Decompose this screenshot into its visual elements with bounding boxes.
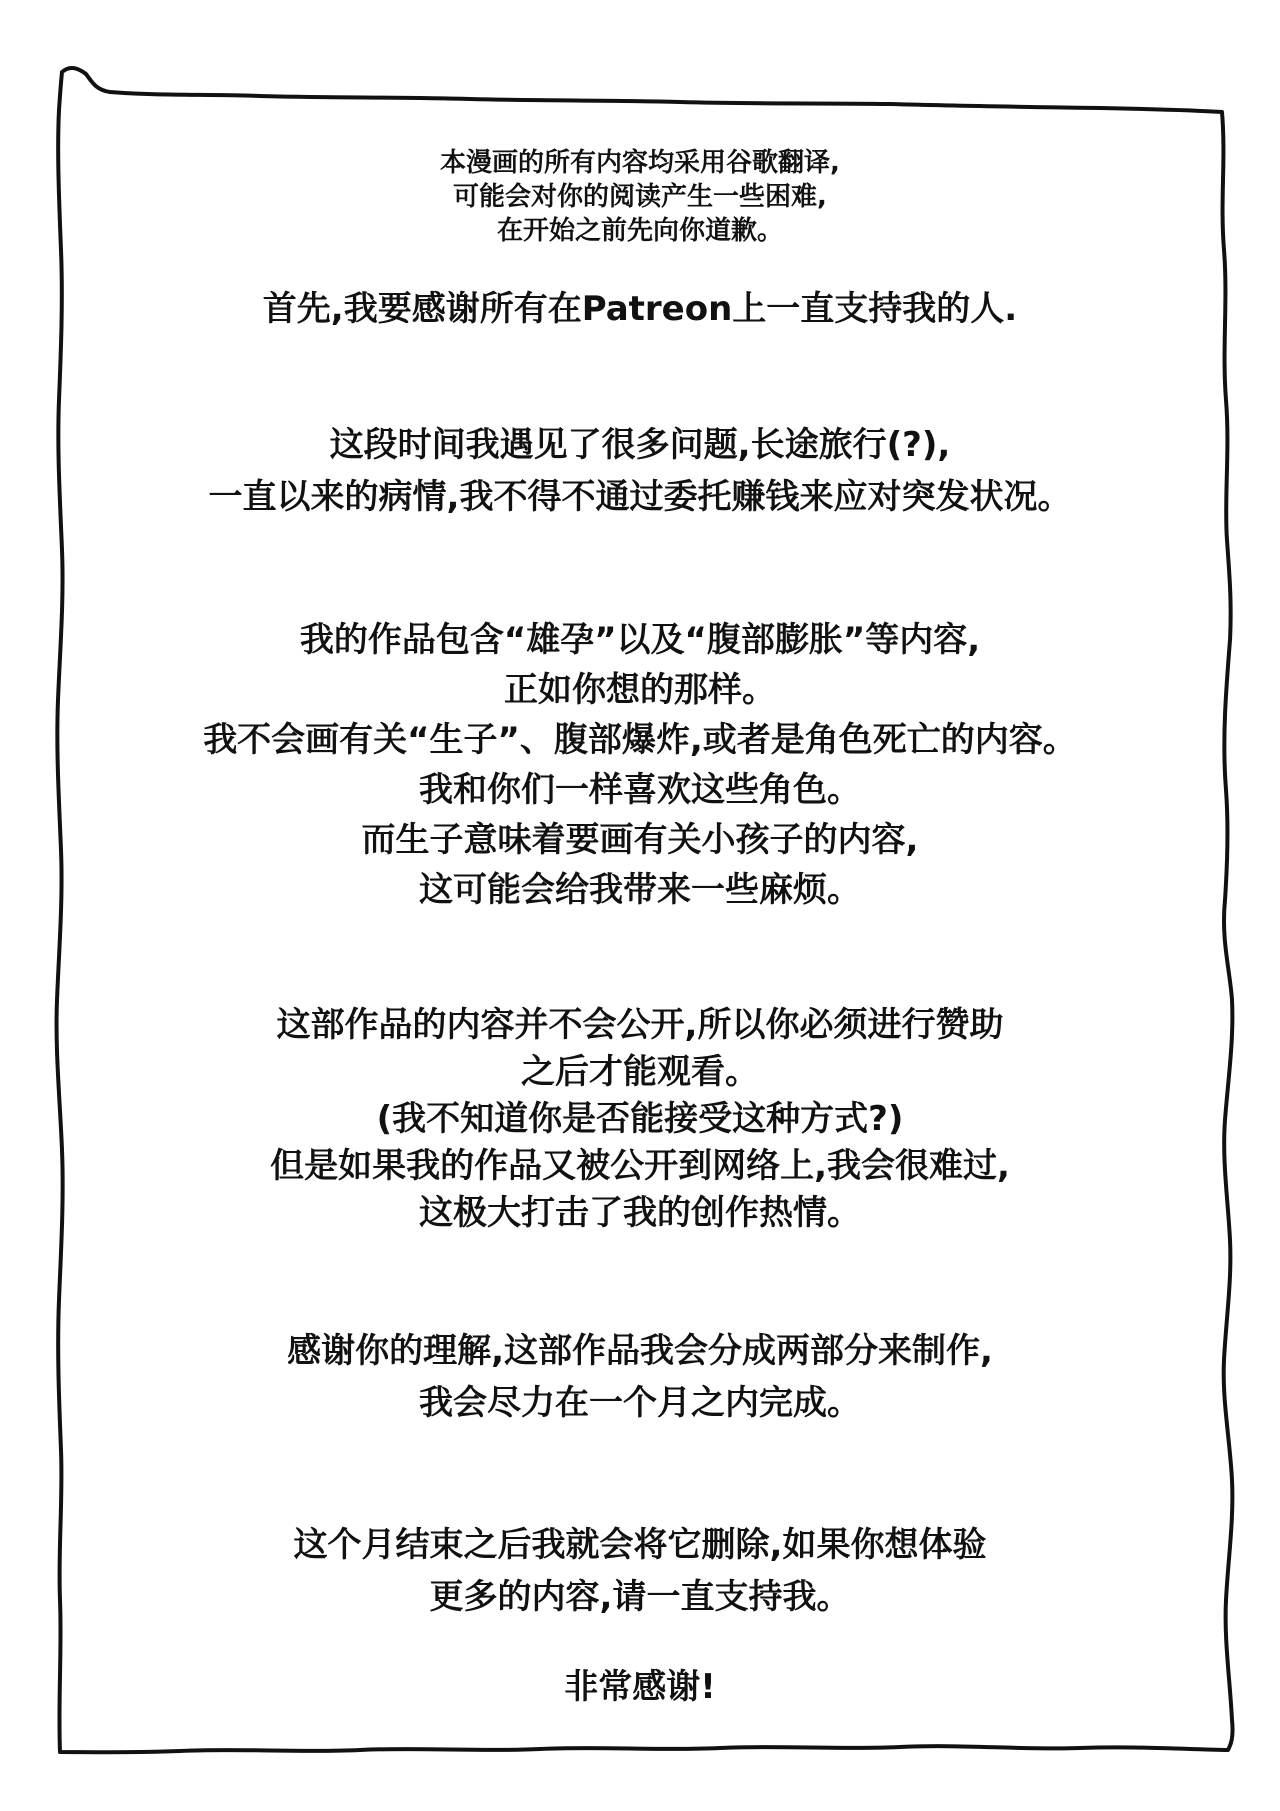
translation-note-line: 本漫画的所有内容均采用谷歌翻译, [440, 148, 840, 178]
translation-note-line: 可能会对你的阅读产生一些困难, [453, 182, 827, 212]
closing-thanks-line: 非常感谢! [564, 1667, 716, 1707]
paragraph-line: 但是如果我的作品又被公开到网络上,我会很难过, [270, 1146, 1010, 1186]
paragraph-line: 我的作品包含“雄孕”以及“腹部膨胀”等内容, [299, 620, 981, 660]
notice-content [60, 0, 1220, 1811]
paragraph-line: 我和你们一样喜欢这些角色。 [419, 770, 861, 810]
paragraph-line: 更多的内容,请一直支持我。 [429, 1577, 851, 1617]
paragraph-line: 这部作品的内容并不会公开,所以你必须进行赞助 [276, 1005, 1004, 1045]
paragraph-line: 这段时间我遇见了很多问题,长途旅行(?), [329, 425, 951, 465]
paragraph-line: 而生子意味着要画有关小孩子的内容, [361, 820, 919, 860]
paragraph-line: 这极大打击了我的创作热情。 [419, 1193, 861, 1233]
paragraph-line: 正如你想的那样。 [504, 670, 776, 710]
paragraph-line: 感谢你的理解,这部作品我会分成两部分来制作, [287, 1331, 993, 1371]
paragraph-line: 我不会画有关“生子”、腹部爆炸,或者是角色死亡的内容。 [203, 720, 1077, 760]
paragraph-line: (我不知道你是否能接受这种方式?) [376, 1099, 904, 1139]
thanks-patrons-line: 首先,我要感谢所有在Patreon上一直支持我的人. [262, 289, 1018, 329]
translation-note-line: 在开始之前先向你道歉。 [496, 216, 783, 246]
paragraph-line: 这可能会给我带来一些麻烦。 [419, 870, 861, 910]
paragraph-line: 这个月结束之后我就会将它删除,如果你想体验 [293, 1525, 987, 1565]
paragraph-line: 一直以来的病情,我不得不通过委托赚钱来应对突发状况。 [208, 477, 1072, 517]
paragraph-line: 我会尽力在一个月之内完成。 [419, 1383, 861, 1423]
paragraph-line: 之后才能观看。 [521, 1052, 759, 1092]
